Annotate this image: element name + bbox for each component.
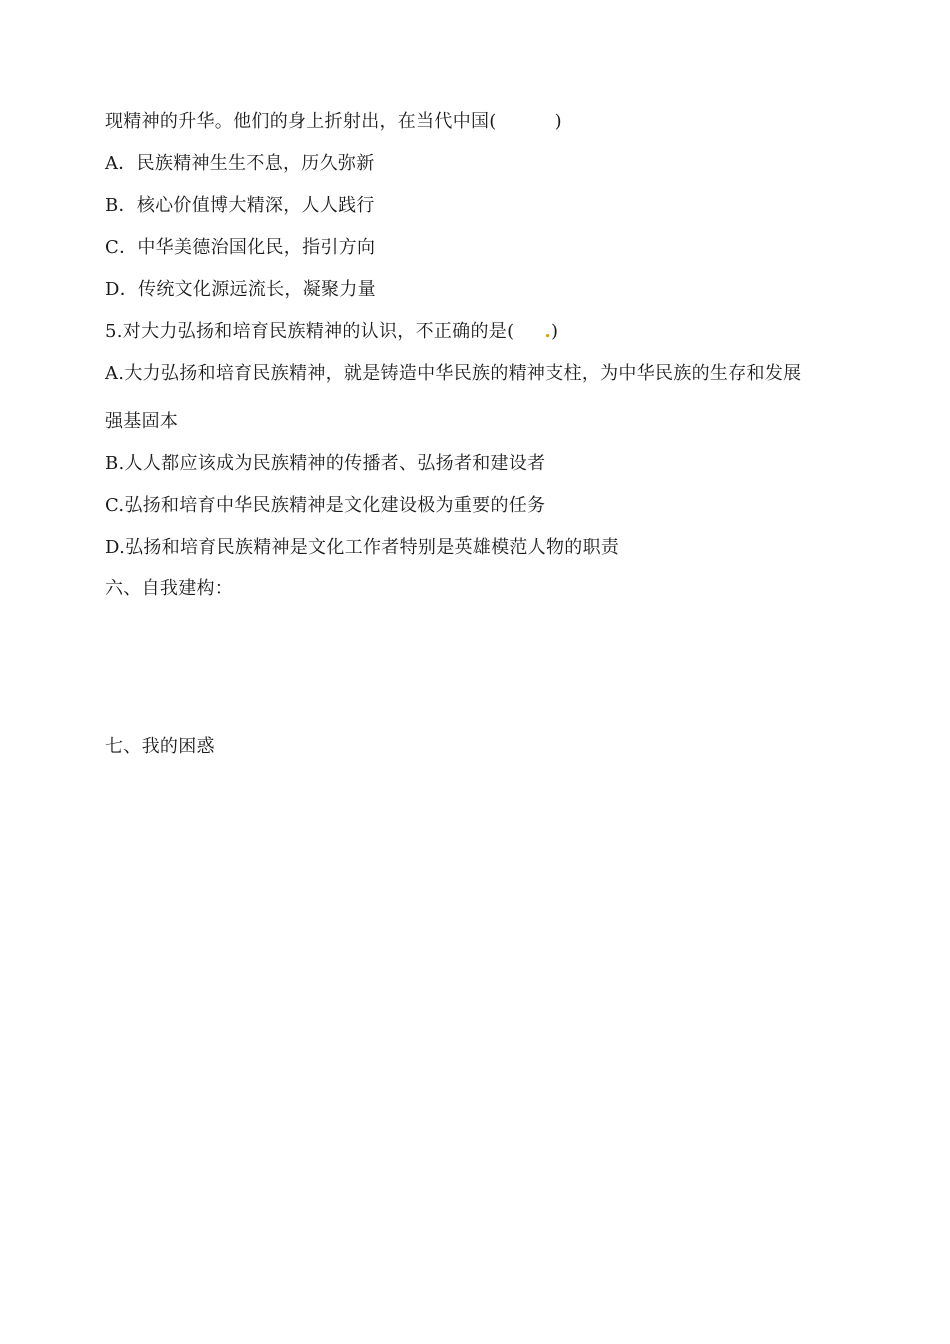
q4-option-b: B．核心价值博大精深，人人践行	[105, 195, 375, 216]
q5-stem-dot: .	[544, 321, 551, 342]
q5-option-a-line1: A.大力弘扬和培育民族精神，就是铸造中华民族的精神支柱，为中华民族的生存和发展	[105, 363, 802, 384]
q5-option-a-line2: 强基固本	[105, 411, 179, 432]
section-my-confusion: 七、我的困惑	[105, 736, 215, 757]
q4-option-d: D．传统文化源远流长，凝聚力量	[105, 279, 376, 300]
q5-stem-close: )	[550, 321, 559, 342]
q5-option-b: B.人人都应该成为民族精神的传播者、弘扬者和建设者	[105, 453, 546, 474]
q5-stem	[105, 320, 558, 344]
q4-option-a: A．民族精神生生不息，历久弥新	[105, 153, 375, 174]
q5-option-c: C.弘扬和培育中华民族精神是文化建设极为重要的任务	[105, 495, 546, 516]
q5-stem-text: 5.对大力弘扬和培育民族精神的认识，不正确的是(	[105, 321, 515, 342]
q5-option-d: D.弘扬和培育民族精神是文化工作者特别是英雄模范人物的职责	[105, 537, 620, 558]
q4-stem-close: )	[554, 111, 562, 132]
q4-option-c: C．中华美德治国化民，指引方向	[105, 237, 376, 258]
q4-stem-text: 现精神的升华。他们的身上折射出，在当代中国(	[105, 111, 497, 132]
q4-stem-tail	[105, 110, 562, 134]
section-self-construct: 六、自我建构：	[105, 578, 234, 599]
